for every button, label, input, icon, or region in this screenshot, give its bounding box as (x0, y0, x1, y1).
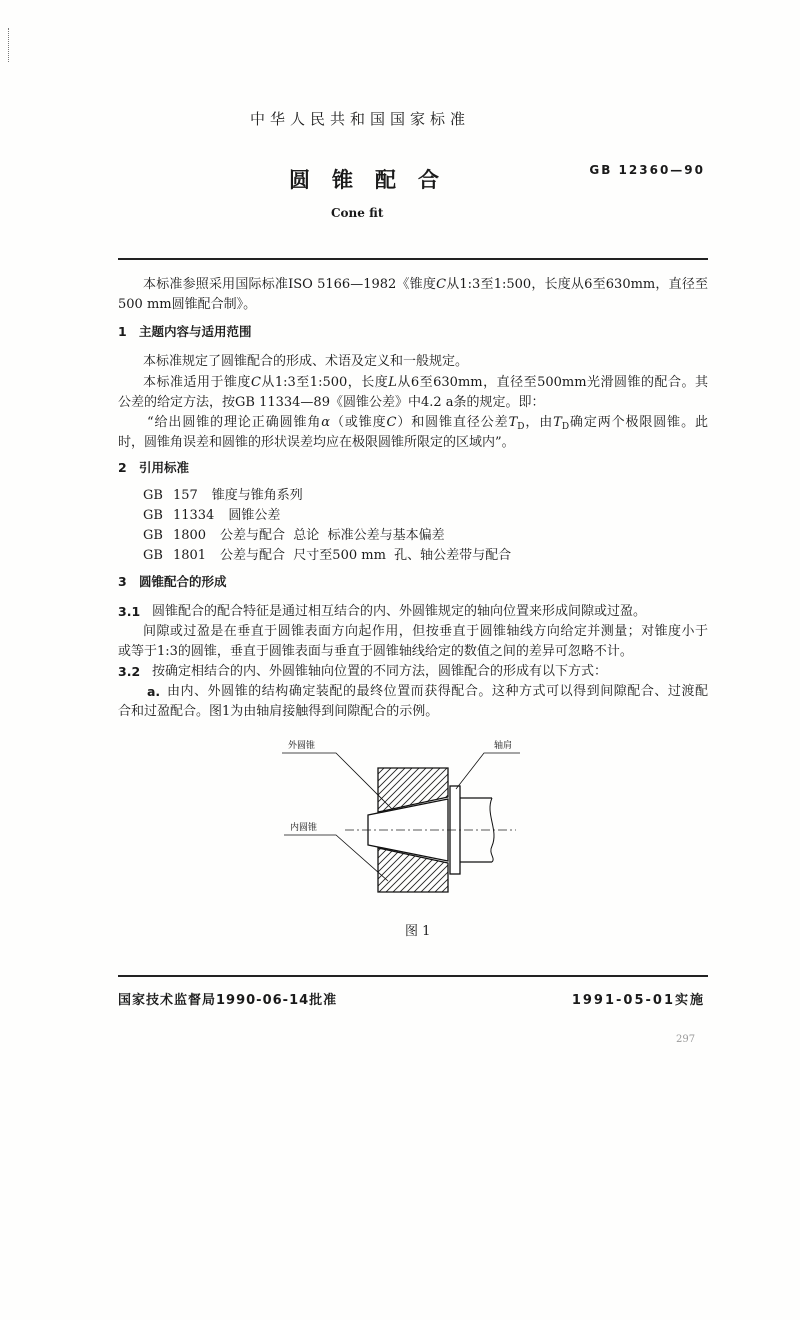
figure-1-drawing (270, 735, 530, 905)
reference-prefix: GB (143, 508, 163, 523)
section-1-p2-line-4: 时，圆锥角误差和圆锥的形状误差均应在极限圆锥所限定的区域内”。 (118, 435, 515, 450)
text-run: 本标准参照采用国际标准ISO 5166—1982《锥度 (143, 277, 437, 292)
clause-3-1-line-2: 间隙或过盈是在垂直于圆锥表面方向起作用，但按垂直于圆锥轴线方向给定并测量；对锥度小于 (143, 624, 708, 639)
page-number: 297 (676, 1034, 696, 1045)
scan-mark (8, 28, 9, 62)
reference-prefix: GB (143, 488, 163, 503)
clause-3-2-number: 3.2 (118, 664, 141, 679)
leader-outer-cone (282, 753, 392, 809)
intro-line-2: 500 mm圆锥配合制》。 (118, 297, 257, 312)
subscript-d: D (517, 422, 525, 432)
variable-c: C (250, 375, 261, 390)
variable-c: C (436, 277, 447, 292)
header-divider (118, 258, 708, 260)
text-run: （或锥度 (330, 415, 387, 430)
english-title: Cone fit (331, 206, 384, 220)
reference-title: 锥度与锥角系列 (211, 488, 303, 503)
text-run: ，由 (524, 415, 554, 430)
variable-t: T (553, 415, 562, 430)
text-run: 从6至630mm，直径至500mm光滑圆锥的配合。其 (396, 375, 708, 390)
section-2-heading: 引用标准 (139, 460, 190, 475)
clause-3-2-line-1: 按确定相结合的内、外圆锥轴向位置的不同方法，圆锥配合的形成有以下方式： (152, 664, 608, 679)
clause-3-1-line-3: 或等于1:3的圆锥，垂直于圆锥表面与垂直于圆锥轴线给定的数值之间的差异可忽略不计。 (118, 644, 633, 659)
reference-prefix: GB (143, 528, 163, 543)
label-inner-cone: 内圆锥 (290, 823, 318, 833)
clause-3-1-number: 3.1 (118, 604, 141, 619)
figure-caption: 图 1 (405, 924, 431, 939)
text-run: 从1:3至1:500，长度从6至630mm，直径至 (446, 277, 709, 292)
approval-date: 国家技术监督局1990-06-14批准 (118, 993, 338, 1008)
item-a-line-1: 由内、外圆锥的结构确定装配的最终位置而获得配合。这种方式可以得到间隙配合、过渡配 (167, 684, 708, 699)
effective-date: 1991-05-01实施 (571, 993, 705, 1008)
org-title: 中华人民共和国国家标准 (250, 110, 471, 128)
section-1-p2-line-2: 公差的给定方法，按GB 11334—89《圆锥公差》中4.2 a条的规定。即： (118, 395, 545, 410)
intro-line-1 (143, 277, 708, 293)
variable-c: C (386, 415, 397, 430)
variable-t: T (508, 415, 518, 430)
reference-title: 公差与配合 总论 标准公差与基本偏差 (220, 528, 445, 543)
item-a-line-2: 合和过盈配合。图1为由轴肩接触得到间隙配合的示例。 (118, 704, 439, 719)
reference-title: 公差与配合 尺寸至500 mm 孔、轴公差带与配合 (220, 548, 512, 563)
reference-number: 1800 (172, 528, 207, 543)
text-run: ）和圆锥直径公差 (396, 415, 509, 430)
footer-divider (118, 975, 708, 977)
section-1-heading: 主题内容与适用范围 (139, 324, 252, 339)
section-1-p2-line-3 (147, 415, 708, 435)
standard-number: GB 12360—90 (589, 163, 705, 177)
document-title: 圆锥配合 (289, 167, 461, 192)
variable-alpha: α (321, 415, 331, 430)
section-1-p2-line-1 (143, 375, 708, 391)
reference-item (143, 488, 303, 504)
reference-prefix: GB (143, 548, 163, 563)
label-outer-cone: 外圆锥 (288, 741, 316, 751)
clause-3-1-line-1: 圆锥配合的配合特征是通过相互结合的内、外圆锥规定的轴向位置来形成间隙或过盈。 (152, 604, 647, 619)
reference-item (143, 548, 511, 564)
reference-number: 11334 (172, 508, 215, 523)
section-2-number: 2 (118, 460, 127, 475)
reference-number: 157 (172, 488, 198, 503)
variable-l: L (388, 375, 397, 390)
text-run: 本标准适用于锥度 (143, 375, 251, 390)
reference-number: 1801 (172, 548, 207, 563)
section-1-paragraph-1: 本标准规定了圆锥配合的形成、术语及定义和一般规定。 (143, 354, 469, 369)
reference-item (143, 508, 280, 524)
section-1-number: 1 (118, 324, 127, 339)
label-shoulder: 轴肩 (494, 741, 513, 751)
text-run: “给出圆锥的理论正确圆锥角 (147, 415, 322, 430)
text-run: 从1:3至1:500，长度 (260, 375, 389, 390)
reference-title: 圆锥公差 (228, 508, 281, 523)
reference-item (143, 528, 445, 544)
text-run: 确定两个极限圆锥。此 (569, 415, 708, 430)
subscript-d: D (561, 422, 570, 432)
leader-shoulder (456, 753, 520, 789)
item-a-label: a. (147, 684, 161, 699)
section-3-number: 3 (118, 574, 127, 589)
section-3-heading: 圆锥配合的形成 (139, 574, 227, 589)
